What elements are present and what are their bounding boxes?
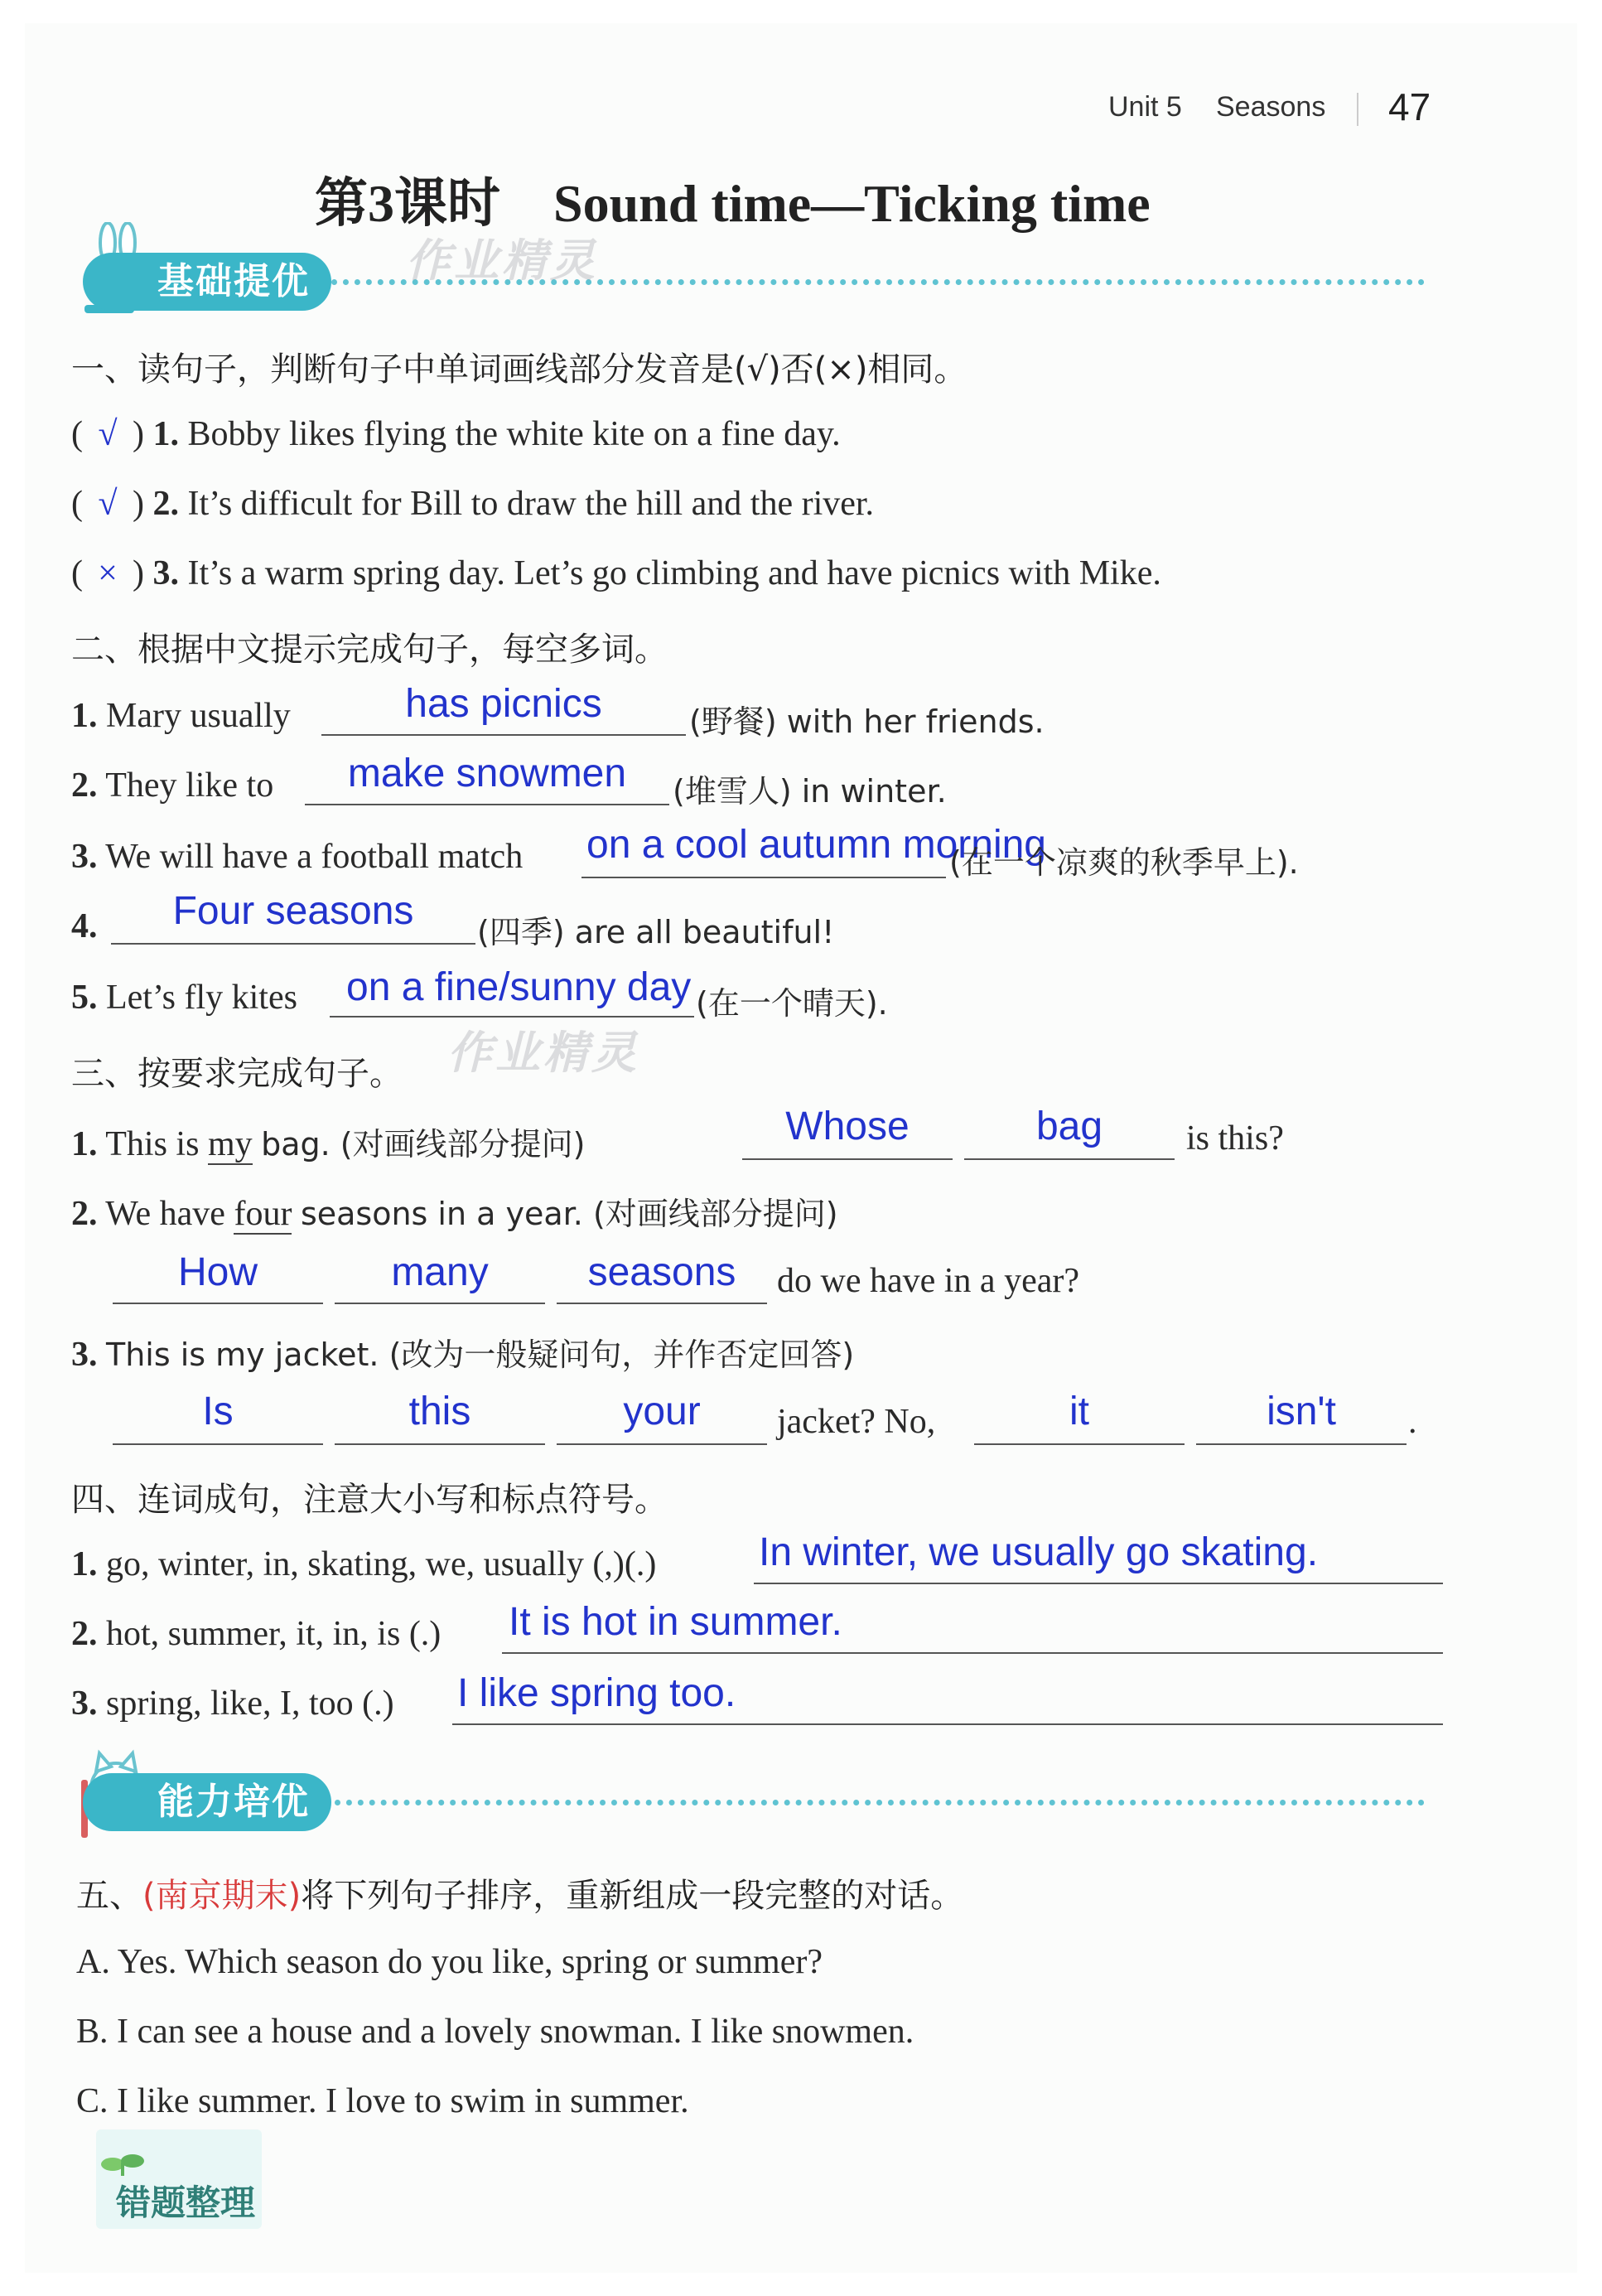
- q3-answer: seasons: [587, 1250, 736, 1294]
- q2-num: 1.: [71, 697, 98, 735]
- q5-heading-text: 将下列句子排序，重新组成一段完整的对话。: [301, 1877, 964, 1915]
- q2-answer-3: on a cool autumn morning: [586, 823, 1046, 867]
- q3-pre: We have: [105, 1195, 225, 1233]
- q1-num: 3.: [152, 554, 179, 592]
- q3-item-2: [71, 1188, 838, 1234]
- answer-blank: [452, 1723, 1443, 1725]
- q1-mark: ×: [98, 554, 118, 592]
- q2-item-2-post: (堆雪人) in winter.: [673, 773, 947, 810]
- answer-blank: [335, 1303, 545, 1304]
- answer-blank: [557, 1303, 767, 1304]
- lesson-title: 第3课时 Sound time—Ticking time: [315, 174, 1151, 233]
- answer-blank: [502, 1652, 1443, 1654]
- unit-title: Seasons: [1216, 91, 1326, 123]
- q2-pre: They like to: [105, 766, 274, 805]
- answer-blank: [1196, 1443, 1407, 1445]
- q2-item-2-pre: [71, 766, 273, 805]
- answer-blank: [113, 1443, 323, 1445]
- q1-item-1: ( √ ) 1. Bobby likes flying the white kite on a fine day.: [71, 415, 841, 453]
- section-divider: [335, 1800, 1425, 1805]
- q3-answer: your: [623, 1390, 701, 1433]
- q2-item-4-pre: [71, 906, 98, 946]
- q3-answer: isn't: [1267, 1390, 1336, 1433]
- q2-item-1-post: (野餐) with her friends.: [689, 703, 1045, 740]
- q1-text: It’s a warm spring day. Let’s go climbing and have picnics with Mike.: [187, 554, 1161, 592]
- q1-num: 1.: [152, 415, 179, 453]
- q3-answer: many: [391, 1250, 489, 1294]
- q3-num: 3.: [71, 1336, 98, 1374]
- answer-blank: [754, 1583, 1443, 1584]
- q3-post: bag. (对画线部分提问): [261, 1126, 586, 1163]
- q1-num: 2.: [152, 485, 179, 523]
- q2-num: 5.: [71, 979, 98, 1017]
- section-basic-badge: 基础提优: [83, 253, 331, 311]
- page-number: 47: [1388, 85, 1431, 128]
- q5-option-c: C. I like summer. I love to swim in summer.: [76, 2082, 689, 2120]
- q5-heading: [76, 1869, 963, 1917]
- q1-item-2: ( √ ) 2. It’s difficult for Bill to draw the hill and the river.: [71, 485, 875, 523]
- answer-blank: [964, 1158, 1175, 1160]
- q2-num: 2.: [71, 766, 98, 805]
- q2-pre: We will have a football match: [105, 838, 524, 876]
- q3-underlined-word: my: [207, 1125, 253, 1163]
- answer-blank: [321, 734, 686, 736]
- q1-text: It’s difficult for Bill to draw the hill and the river.: [187, 485, 875, 523]
- q3-answer: Is: [202, 1390, 234, 1433]
- unit-label: Unit 5: [1108, 91, 1182, 123]
- q4-item-3: [71, 1684, 394, 1723]
- answer-blank: [111, 943, 475, 945]
- q2-num: 4.: [71, 907, 98, 945]
- q4-answer-3: I like spring too.: [457, 1671, 736, 1715]
- q3-num: 1.: [71, 1125, 98, 1163]
- q3-item-3-mid: jacket? No,: [777, 1403, 936, 1441]
- q4-heading: 四、连词成句，注意大小写和标点符号。: [71, 1481, 668, 1519]
- q3-underlined-word: four: [234, 1195, 292, 1233]
- answer-blank: [113, 1303, 323, 1304]
- q3-post: seasons in a year. (对画线部分提问): [300, 1196, 838, 1232]
- q3-answer: How: [177, 1250, 258, 1294]
- q2-pre: Mary usually: [106, 697, 291, 735]
- q2-answer-4: Four seasons: [172, 889, 414, 933]
- q5-source-tag: (南京期末): [142, 1877, 302, 1915]
- q1-mark: √: [98, 415, 118, 453]
- q3-answer: Whose: [785, 1104, 910, 1148]
- q2-item-5-pre: [71, 978, 297, 1017]
- q5-prefix: 五、: [76, 1877, 142, 1915]
- answer-blank: [557, 1443, 767, 1445]
- answer-blank: [335, 1443, 545, 1445]
- q1-heading: 一、读句子，判断句子中单词画线部分发音是(√)否(×)相同。: [71, 350, 967, 389]
- header-separator: [1357, 93, 1358, 126]
- q4-words: spring, like, I, too (.): [106, 1685, 394, 1723]
- answer-blank: [742, 1158, 953, 1160]
- q2-item-1-pre: [71, 696, 291, 736]
- q4-item-2: [71, 1614, 441, 1654]
- q3-text: This is my jacket. (改为一般疑问句，并作否定回答): [106, 1337, 855, 1373]
- section-ability-badge: 能力培优: [83, 1773, 331, 1831]
- q3-pre: This is: [105, 1125, 200, 1163]
- q4-num: 1.: [71, 1545, 98, 1583]
- answer-blank: [305, 804, 669, 805]
- q2-item-4-post: (四季) are all beautiful!: [477, 914, 835, 950]
- q2-pre: Let’s fly kites: [106, 979, 297, 1017]
- q2-answer-1: has picnics: [405, 682, 602, 726]
- q4-num: 3.: [71, 1685, 98, 1723]
- q3-item-3-end: .: [1408, 1403, 1417, 1441]
- q5-option-b: B. I can see a house and a lovely snowman. I like snowmen.: [76, 2013, 914, 2051]
- q3-item-1: [71, 1119, 585, 1164]
- q5-option-a: A. Yes. Which season do you like, spring or summer?: [76, 1943, 823, 1981]
- q2-item-3-pre: [71, 837, 523, 877]
- q2-answer-2: make snowmen: [347, 752, 627, 795]
- q1-item-3: ( × ) 3. It’s a warm spring day. Let’s go climbing and have picnics with Mike.: [71, 554, 1161, 592]
- q3-item-2-tail: do we have in a year?: [777, 1262, 1079, 1300]
- watermark: 作业精灵: [447, 1027, 639, 1079]
- q2-heading: 二、根据中文提示完成句子，每空多词。: [71, 631, 668, 669]
- watermark: 作业精灵: [406, 234, 598, 287]
- q3-item-3: [71, 1329, 854, 1375]
- q4-answer-2: It is hot in summer.: [509, 1600, 842, 1644]
- q3-item-1-tail: is this?: [1186, 1119, 1284, 1158]
- q1-text: Bobby likes flying the white kite on a fine day.: [187, 415, 841, 453]
- q3-answer: bag: [1035, 1104, 1103, 1148]
- q4-num: 2.: [71, 1615, 98, 1653]
- answer-blank: [581, 877, 946, 878]
- leaf-sprout-icon: [98, 2148, 147, 2178]
- q4-item-1: [71, 1544, 656, 1584]
- answer-blank: [974, 1443, 1185, 1445]
- q2-item-5-post: (在一个晴天).: [696, 985, 888, 1022]
- q3-answer: it: [1069, 1390, 1089, 1433]
- q2-answer-5: on a fine/sunny day: [346, 965, 692, 1009]
- q3-num: 2.: [71, 1195, 98, 1233]
- q1-mark: √: [98, 485, 118, 523]
- q4-answer-1: In winter, we usually go skating.: [759, 1530, 1319, 1574]
- q2-item-3-post: (在一个凉爽的秋季早上).: [949, 844, 1299, 881]
- q3-heading: 三、按要求完成句子。: [71, 1055, 403, 1093]
- q4-words: hot, summer, it, in, is (.): [106, 1615, 442, 1653]
- q2-num: 3.: [71, 838, 98, 876]
- error-notes-label: 错题整理: [116, 2182, 256, 2223]
- q4-words: go, winter, in, skating, we, usually (,)(.): [106, 1545, 657, 1583]
- q3-answer: this: [408, 1390, 471, 1433]
